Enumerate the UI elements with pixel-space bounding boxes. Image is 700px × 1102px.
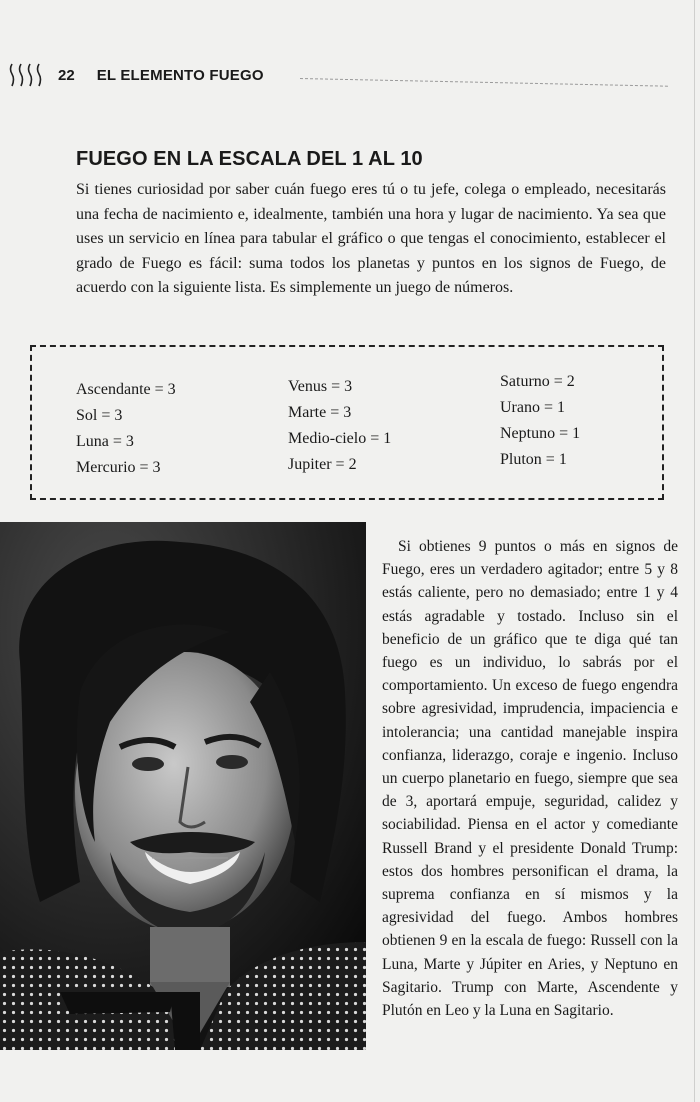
page-number: 22 [58, 66, 75, 84]
score-list-box [30, 345, 664, 500]
score-column-2 [288, 374, 391, 478]
body-paragraph: Si obtienes 9 puntos o más en signos de Fuego, eres un verdadero agitador; entre 5 y 8 estás caliente, pero no demasiado; entre 1 y 4 estás agradable y tostado. Incluso sin el beneficio de un gráfico que te diga qué tan fuego es un individuo, lo sabrás por el comportamiento. Un exceso de fuego engendra sobre agresividad, imprudencia, impaciencia e intolerancia; una cantidad manejable inspira confianza, liderazgo, coraje e ingenio. Incluso un cuerpo planetario en fuego, siempre que sea de 3, aportará empuje, seguridad, calidez y sociabilidad. Piensa en el actor y comediante Russell Brand y el presidente Donald Trump: estos dos hombres personifican el drama, la suprema confianza en sí mismos y la agresividad del fuego. Ambos hombres obtienen 9 en la escala de fuego: Russell con la Luna, Marte y Júpiter en Aries, y Neptuno en Sagitario. Trump con Marte, Ascendente y Plutón en Leo y la Luna en Sagitario. [382, 538, 678, 1020]
intro-paragraph: Si tienes curiosidad por saber cuán fuego eres tú o tu jefe, colega o empleado, necesitarás una fecha de nacimiento e, idealmente, también una hora y lugar de nacimiento. Ya sea que uses un servicio en línea para tabular el gráfico o que tengas el conocimiento, establecer el grado de Fuego es fácil: suma todos los planetas y puntos en los signos de Fuego, de acuerdo con la siguiente lista. Es simplemente un juego de números. [76, 181, 666, 296]
score-item: Luna = 3 [76, 433, 134, 450]
score-item: Medio-cielo = 1 [288, 430, 392, 447]
score-item: Urano = 1 [500, 399, 566, 416]
chapter-title: EL ELEMENTO FUEGO [96, 66, 264, 84]
fire-wave-icon [8, 62, 48, 88]
header-rule [300, 78, 668, 87]
portrait-photo [0, 522, 366, 1050]
score-item: Venus = 3 [288, 378, 353, 395]
score-column-3 [500, 369, 580, 473]
score-item: Jupiter = 2 [288, 456, 357, 473]
score-item: Saturno = 2 [500, 373, 575, 390]
running-header [8, 62, 264, 88]
section-title: FUEGO EN LA ESCALA DEL 1 AL 10 [76, 148, 423, 170]
page-edge-line [694, 0, 695, 1102]
score-item: Ascendante = 3 [76, 381, 176, 398]
portrait-illustration [0, 522, 366, 1050]
score-item: Mercurio = 3 [76, 459, 161, 476]
score-item: Sol = 3 [76, 407, 123, 424]
score-item: Pluton = 1 [500, 451, 567, 468]
score-column-1 [76, 377, 176, 481]
score-item: Marte = 3 [288, 404, 352, 421]
score-item: Neptuno = 1 [500, 425, 581, 442]
